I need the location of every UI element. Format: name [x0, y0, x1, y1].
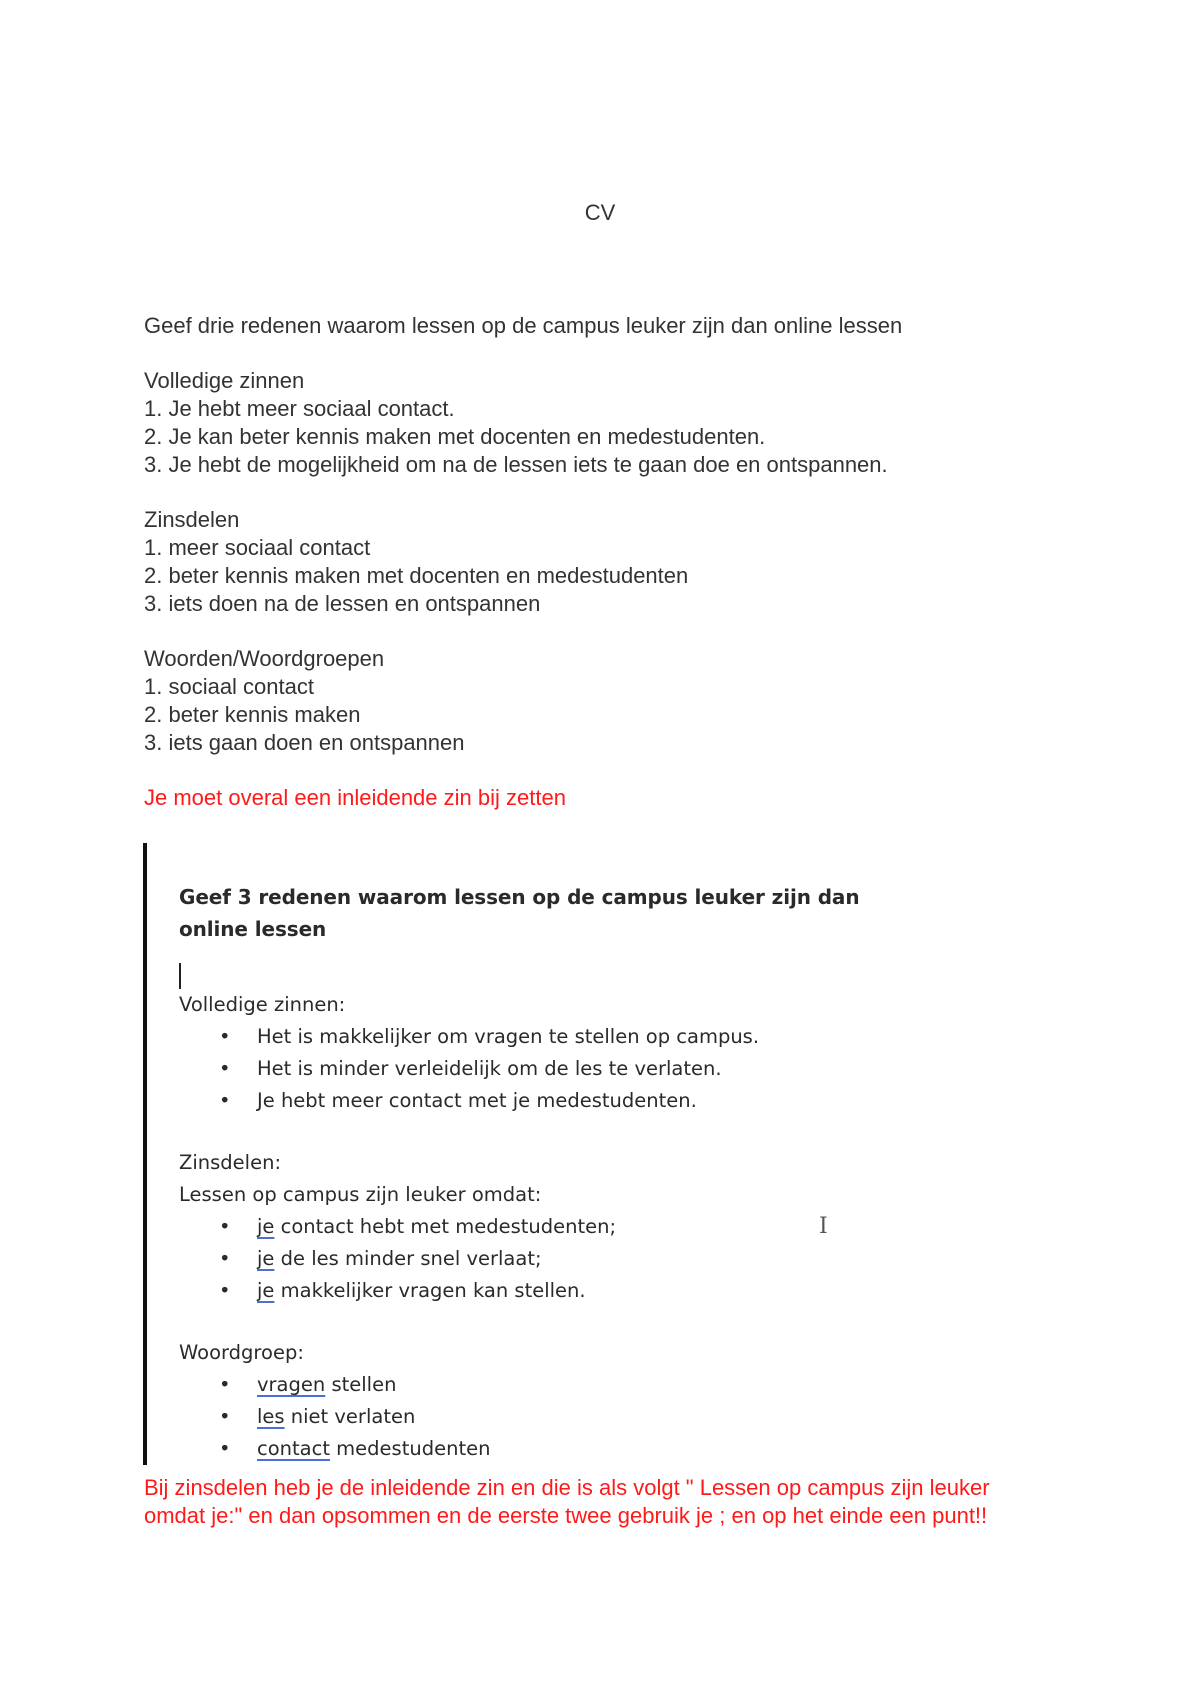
embedded-heading-zinsdelen: Zinsdelen:: [179, 1151, 282, 1174]
feedback-block: [144, 1474, 1044, 1530]
bullet-list: [179, 1021, 919, 1117]
bullet-icon: •: [219, 1215, 231, 1238]
list-item: • vragen stellen: [219, 1369, 919, 1401]
list-item: 2. beter kennis maken met docenten en medestudenten: [144, 563, 689, 588]
embedded-heading-woordgroep: Woordgroep:: [179, 1341, 304, 1364]
bullet-icon: •: [219, 1279, 231, 1302]
list-item: 1. meer sociaal contact: [144, 535, 371, 560]
list-item: • je makkelijker vragen kan stellen.: [219, 1275, 919, 1307]
heading-zinsdelen: Zinsdelen: [144, 507, 240, 532]
list-item: 3. Je hebt de mogelijkheid om na de lessen iets te gaan doe en ontspannen.: [144, 452, 888, 477]
bullet-icon: •: [219, 1247, 231, 1270]
document-title: CV: [584, 200, 616, 225]
list-item: • les niet verlaten: [219, 1401, 919, 1433]
bullet-list: [179, 1369, 919, 1465]
list-item: • Je hebt meer contact met je medestudenten.: [219, 1085, 919, 1117]
list-item: 3. iets gaan doen en ontspannen: [144, 730, 465, 755]
list-item: 2. Je kan beter kennis maken met docenten en medestudenten.: [144, 424, 766, 449]
heading-volledige-zinnen: Volledige zinnen: [144, 368, 305, 393]
embedded-screenshot: [143, 843, 947, 1465]
heading-woorden: Woorden/Woordgroepen: [144, 646, 385, 671]
embedded-intro: Lessen op campus zijn leuker omdat:: [179, 1183, 542, 1206]
embedded-document: [179, 881, 919, 1465]
bullet-icon: •: [219, 1057, 231, 1080]
bullet-list: [179, 1211, 919, 1307]
bullet-icon: •: [219, 1405, 231, 1428]
list-item: 2. beter kennis maken: [144, 702, 361, 727]
bullet-icon: •: [219, 1437, 231, 1460]
list-item: • je de les minder snel verlaat;: [219, 1243, 919, 1275]
bullet-icon: •: [219, 1025, 231, 1048]
list-item: • Het is makkelijker om vragen te stellen op campus.: [219, 1021, 919, 1053]
ibeam-cursor-icon: I: [819, 1214, 828, 1239]
list-item: • je contact hebt met medestudenten;: [219, 1211, 919, 1243]
list-item: • contact medestudenten: [219, 1433, 919, 1465]
list-item: 1. Je hebt meer sociaal contact.: [144, 396, 455, 421]
bullet-icon: •: [219, 1373, 231, 1396]
list-item: 1. sociaal contact: [144, 674, 314, 699]
list-item: 3. iets doen na de lessen en ontspannen: [144, 591, 541, 616]
feedback-note: Bij zinsdelen heb je de inleidende zin en die is als volgt " Lessen op campus zijn leuker omdat je:" en dan opsommen en de eerste twee gebruik je ; en op het einde een punt!!: [144, 1475, 990, 1528]
question-text: Geef drie redenen waarom lessen op de campus leuker zijn dan online lessen: [144, 313, 903, 338]
embedded-heading-volledige: Volledige zinnen:: [179, 993, 346, 1016]
feedback-note: Je moet overal een inleidende zin bij zetten: [144, 785, 566, 810]
embedded-title: Geef 3 redenen waarom lessen op de campus leuker zijn dan online lessen: [179, 885, 860, 941]
text-caret: [179, 963, 181, 989]
answer-block: [144, 312, 1064, 812]
list-item: • Het is minder verleidelijk om de les te verlaten.: [219, 1053, 919, 1085]
bullet-icon: •: [219, 1089, 231, 1112]
